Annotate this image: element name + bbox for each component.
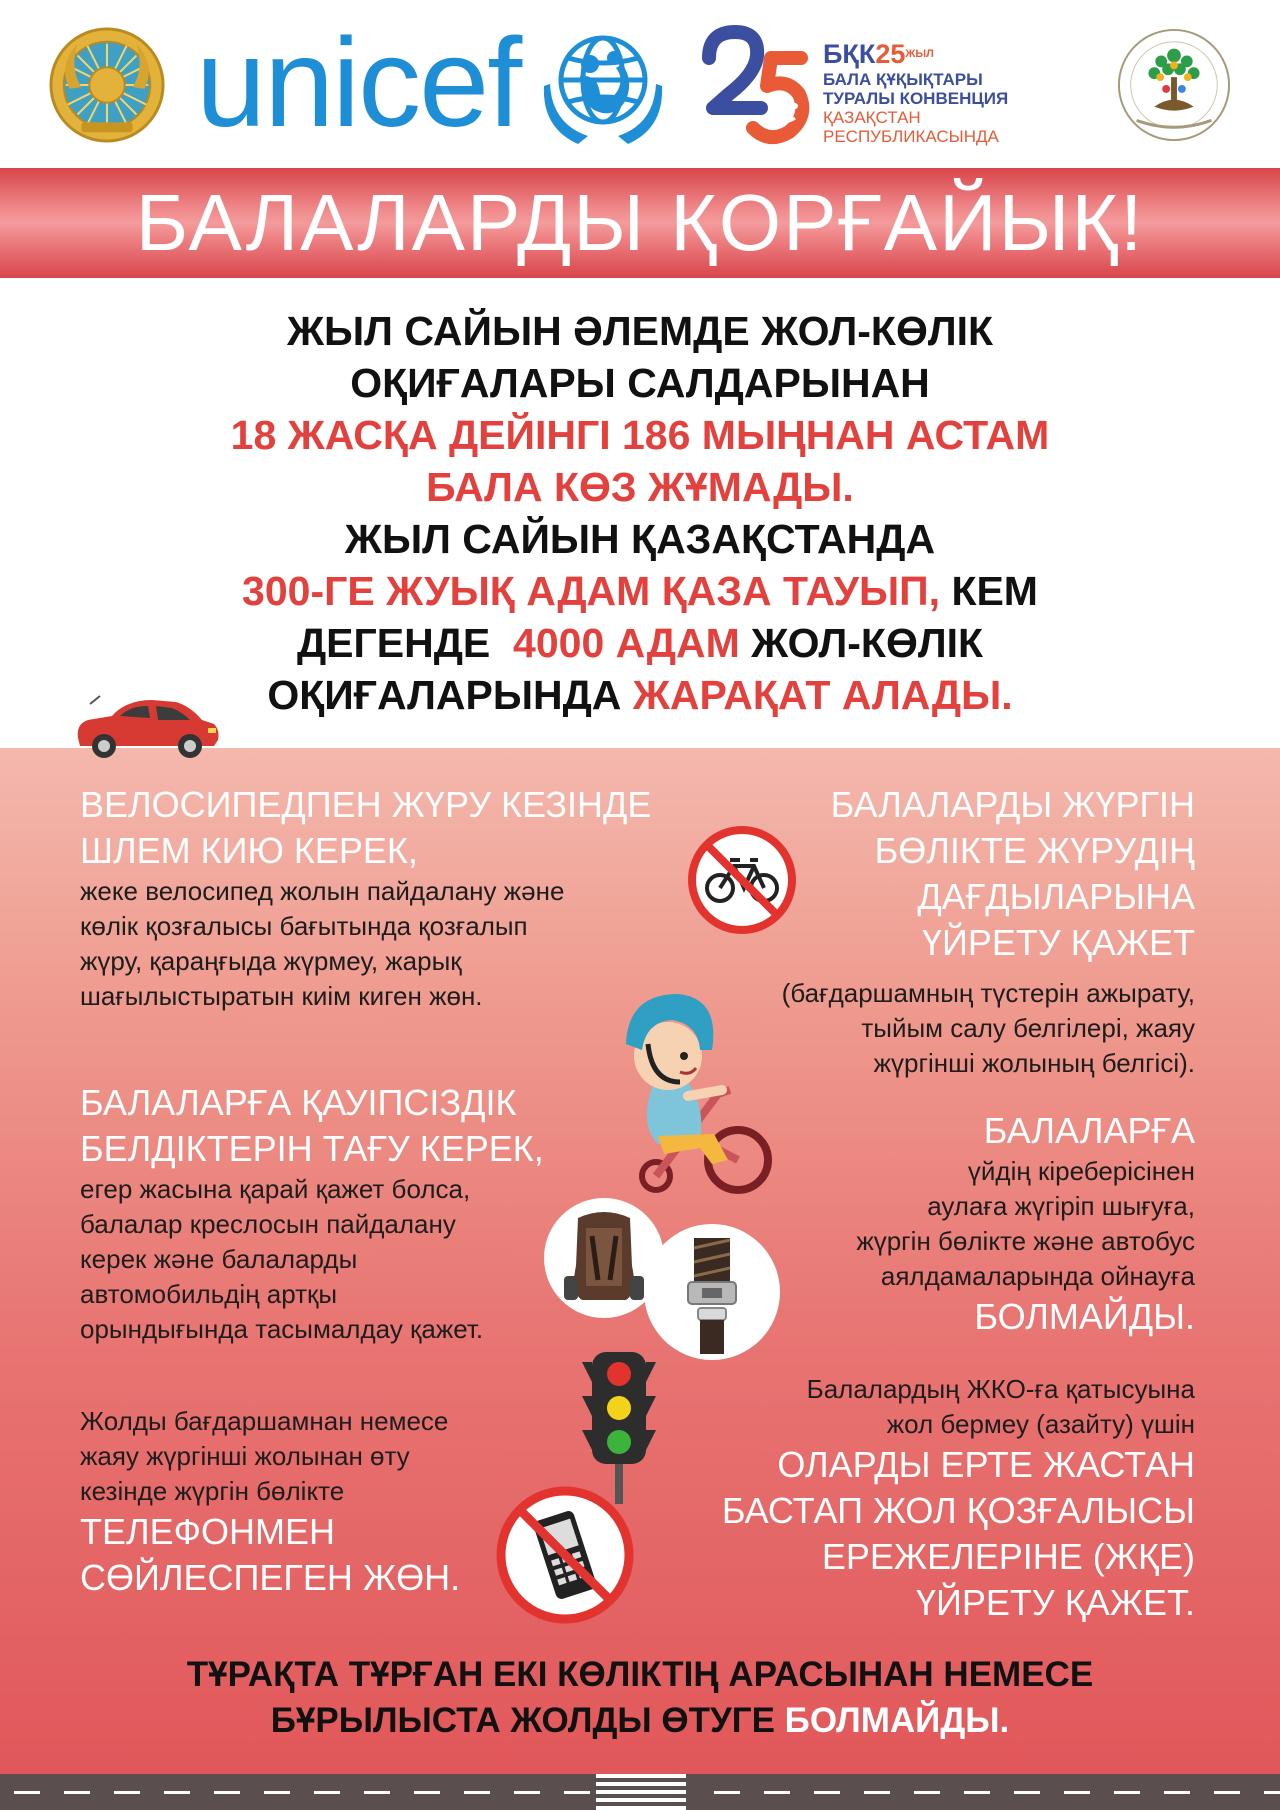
tip-rules-heading-4: ҮЙРЕТУ ҚАЖЕТ. <box>915 1582 1195 1623</box>
crc25-title-prefix: БҚК <box>823 39 876 69</box>
road-dash <box>1064 1791 1090 1794</box>
tip-helmet-heading-1: ВЕЛОСИПЕДПЕН ЖҮРУ КЕЗІНДЕ <box>80 784 652 825</box>
tip-roadway-skills <box>740 782 1195 1081</box>
tip-phone-text-1: Жолды бағдаршамнан немесе <box>80 1406 449 1436</box>
stats-line-8-black: ОҚИҒАЛАРЫНДА <box>267 672 633 718</box>
road-dash <box>964 1791 990 1794</box>
stats-line-6 <box>120 565 1160 617</box>
tip-roadway-heading-2: БӨЛІКТЕ ЖҮРУДІҢ <box>874 830 1195 871</box>
road-dash <box>764 1791 790 1794</box>
stats-line-2: ОҚИҒАЛАРЫ САЛДАРЫНАН <box>350 360 930 406</box>
tip-belts-text-5: орындығында тасымалдау қажет. <box>80 1314 484 1344</box>
tip-rules-heading-2: БАСТАП ЖОЛ ҚОЗҒАЛЫСЫ <box>721 1490 1195 1531</box>
road-dash <box>914 1791 940 1794</box>
road-dash <box>1264 1791 1280 1794</box>
tip-noplay-text-1: үйдің кіреберісінен <box>967 1156 1195 1186</box>
tip-no-phone <box>80 1404 550 1601</box>
tip-roadway-text-2: тыйым салу белгілері, жаяу <box>861 1013 1195 1043</box>
road-dash <box>814 1791 840 1794</box>
kazakhstan-emblem-icon <box>48 26 166 144</box>
tip-belts-heading-1: БАЛАЛАРҒА ҚАУІПСІЗДІК <box>80 1082 517 1123</box>
tip-noplay-text-2: аулаға жүгіріп шығуға, <box>927 1191 1195 1221</box>
tip-rules-text-2: жол бермеу (азайту) үшін <box>886 1409 1195 1439</box>
road-dash <box>864 1791 890 1794</box>
tip-phone-heading-1: ТЕЛЕФОНМЕН <box>80 1511 336 1552</box>
statistics-block <box>120 305 1160 721</box>
tip-roadway-heading-4: ҮЙРЕТУ ҚАЖЕТ <box>921 922 1195 963</box>
crc25-line-2: ТУРАЛЫ КОНВЕНЦИЯ <box>823 89 1009 108</box>
tip-rules-text-1: Балалардың ЖКО-ға қатысуына <box>806 1374 1195 1404</box>
stats-line-3: 18 ЖАСҚА ДЕЙІНГІ 186 МЫҢНАН АСТАМ <box>230 412 1050 458</box>
footer-line-2 <box>80 1698 1200 1744</box>
road-dash <box>14 1791 40 1794</box>
tip-noplay-heading-1: БАЛАЛАРҒА <box>983 1110 1195 1151</box>
tip-belts-text-2: балалар креслосын пайдалану <box>80 1209 456 1239</box>
tip-belts-heading-2: БЕЛДІКТЕРІН ТАҒУ КЕРЕК, <box>80 1128 544 1169</box>
tip-phone-text-2: жаяу жүргінші жолынан өту <box>80 1441 410 1471</box>
road-dash <box>1214 1791 1240 1794</box>
car-icon <box>72 694 220 760</box>
tip-noplay-text-4: аялдамаларында ойнауға <box>880 1261 1195 1291</box>
title-band <box>0 168 1280 278</box>
stats-line-7-red: 4000 АДАМ <box>513 620 740 666</box>
road-dash <box>164 1791 190 1794</box>
crc25-line-3: ҚАЗАҚСТАН РЕСПУБЛИКАСЫНДА <box>823 108 999 146</box>
tip-belts-text-3: керек және балаларды <box>80 1244 358 1274</box>
stats-line-8 <box>120 669 1160 721</box>
tip-belts-text-1: егер жасына қарай қажет болса, <box>80 1174 471 1204</box>
no-bicycle-icon <box>688 826 796 934</box>
crc25-title-sup: ЖЫЛ <box>905 48 934 60</box>
stats-line-7-black-2: ЖОЛ-КӨЛІК <box>739 620 984 666</box>
stats-line-8-red: ЖАРАҚАТ АЛАДЫ. <box>632 672 1013 718</box>
tip-helmet-text-1: жеке велосипед жолын пайдалану және <box>80 876 565 906</box>
tip-noplay-text-3: жүргін бөлікте және автобус <box>856 1226 1195 1256</box>
tip-roadway-text-3: жүргінші жолының белгісі). <box>873 1048 1195 1078</box>
tip-noplay-heading-2: БОЛМАЙДЫ. <box>974 1296 1195 1337</box>
tip-roadway-text-1: (бағдаршамның түстерін ажырату, <box>781 978 1195 1008</box>
crc25-line-1: БАЛА ҚҰҚЫҚТАРЫ <box>823 70 983 89</box>
road-dash <box>264 1791 290 1794</box>
footer-line-2-black: БҰРЫЛЫСТА ЖОЛДЫ ӨТУГЕ <box>270 1701 785 1740</box>
tip-roadway-heading-1: БАЛАЛАРДЫ ЖҮРГІН <box>830 784 1195 825</box>
tip-phone-text-3: кезінде жүргін бөлікте <box>80 1476 345 1506</box>
tip-teach-rules <box>680 1372 1195 1626</box>
road-dash <box>714 1791 740 1794</box>
road-dash <box>314 1791 340 1794</box>
tip-roadway-heading-3: ДАҒДЫЛАРЫНА <box>917 876 1195 917</box>
crc25-title <box>823 38 1093 70</box>
tip-belts-text-4: автомобильдің артқы <box>80 1279 338 1309</box>
road-dash <box>564 1791 590 1794</box>
header <box>0 0 1280 168</box>
tip-rules-heading-1: ОЛАРДЫ ЕРТЕ ЖАСТАН <box>777 1444 1195 1485</box>
stats-line-6-red: 300-ГЕ ЖУЫҚ АДАМ ҚАЗА ТАУЫП, <box>242 568 941 614</box>
crosswalk <box>596 1774 686 1810</box>
road-dash <box>114 1791 140 1794</box>
tip-helmet-text-2: көлік қозғалысы бағытында қозғалып <box>80 911 528 941</box>
tip-helmet-text-3: жүру, қараңғыда жүрмеу, жарық <box>80 946 462 976</box>
footer-warning <box>80 1652 1200 1744</box>
stats-line-6-black: КЕМ <box>940 568 1038 614</box>
road-dash <box>214 1791 240 1794</box>
tip-helmet-text-4: шағылыстыратын киім киген жөн. <box>80 981 483 1011</box>
road-dash <box>364 1791 390 1794</box>
tree-logo-icon <box>1115 26 1233 144</box>
child-on-bike-icon <box>588 964 798 1194</box>
stats-line-7-black: ДЕГЕНДЕ <box>296 620 514 666</box>
no-phone-icon <box>496 1486 634 1624</box>
crc25-logo <box>823 38 1093 146</box>
road-dash <box>1114 1791 1140 1794</box>
seat-belt-icon <box>642 1222 782 1362</box>
page-title: БАЛАЛАРДЫ ҚОРҒАЙЫҚ! <box>135 178 1145 267</box>
tip-phone-heading-2: СӨЙЛЕСПЕГЕН ЖӨН. <box>80 1557 461 1598</box>
road-dash <box>414 1791 440 1794</box>
tip-no-playing <box>760 1108 1195 1340</box>
tip-rules-heading-3: ЕРЕЖЕЛЕРІНЕ (ЖҚЕ) <box>821 1536 1195 1577</box>
stats-line-7 <box>120 617 1160 669</box>
footer-line-2-white: БОЛМАЙДЫ. <box>784 1701 1010 1740</box>
footer-line-1: ТҰРАҚТА ТҰРҒАН ЕКІ КӨЛІКТІҢ АРАСЫНАН НЕМЕСЕ <box>186 1655 1094 1694</box>
road-dash <box>64 1791 90 1794</box>
crc25-title-number: 25 <box>875 39 906 69</box>
road-dash <box>464 1791 490 1794</box>
road-dash <box>1164 1791 1190 1794</box>
tip-helmet-heading-2: ШЛЕМ КИЮ КЕРЕК, <box>80 830 418 871</box>
traffic-light-icon <box>578 1348 660 1504</box>
stats-line-4: БАЛА КӨЗ ЖҰМАДЫ. <box>426 464 854 510</box>
unicef-logo-text: unicef <box>196 12 521 153</box>
stats-line-1: ЖЫЛ САЙЫН ӘЛЕМДЕ ЖОЛ-КӨЛІК <box>286 308 994 354</box>
anniversary-25-icon <box>695 24 815 148</box>
stats-line-5: ЖЫЛ САЙЫН ҚАЗАҚСТАНДА <box>344 516 936 562</box>
road-dash <box>514 1791 540 1794</box>
road-strip <box>0 1774 1280 1810</box>
road-dash <box>1014 1791 1040 1794</box>
unicef-globe-icon <box>538 24 668 148</box>
